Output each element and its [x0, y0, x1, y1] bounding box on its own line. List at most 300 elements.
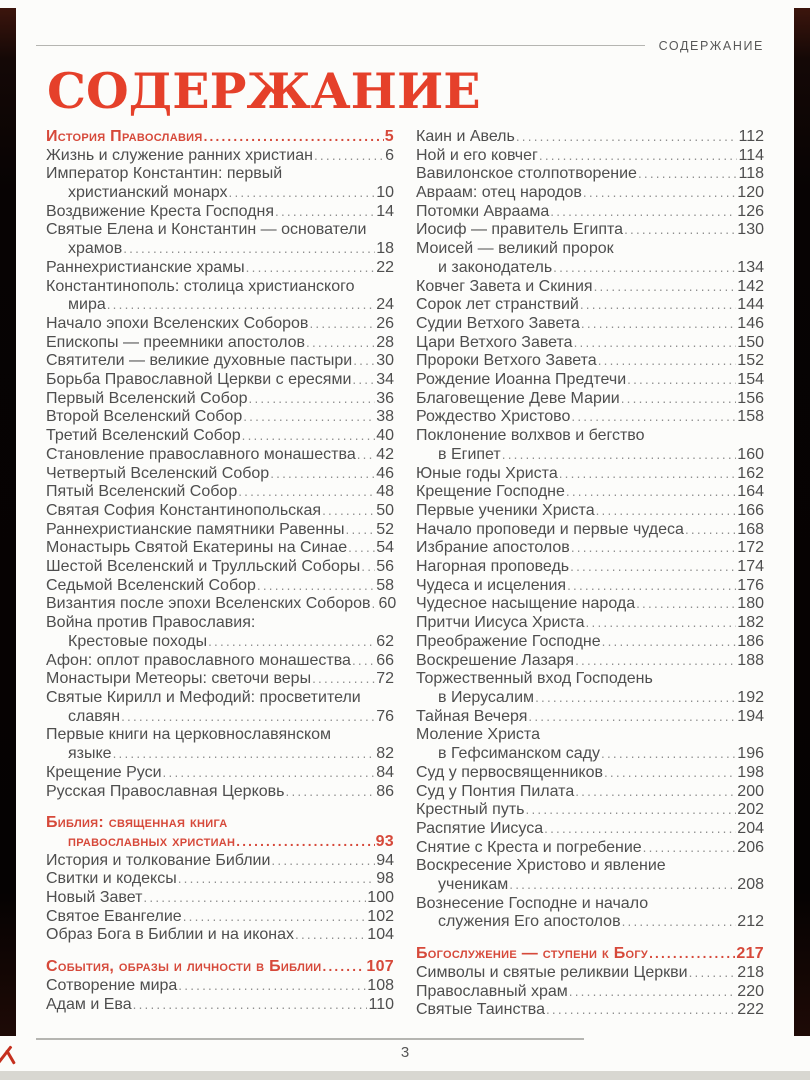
dot-leader — [604, 764, 736, 783]
toc-page-number: 218 — [737, 963, 764, 981]
toc-entry-text: Авраам: отец народов — [416, 184, 582, 201]
dot-leader — [571, 408, 736, 427]
toc-entry-text: Ной и его ковчег — [416, 146, 538, 164]
toc-entry-text: Богослужение — ступени к Богу — [416, 945, 649, 963]
toc-entry-row — [416, 913, 764, 932]
toc-entry-row — [46, 558, 394, 577]
toc-entry-text: Раннехристианские храмы — [46, 258, 245, 276]
toc-page-number: 146 — [737, 314, 764, 332]
dot-leader — [271, 852, 375, 871]
toc-page-number: 76 — [376, 707, 394, 725]
toc-page-number: 154 — [737, 371, 764, 389]
toc-entry-row — [416, 964, 764, 983]
dot-leader — [550, 203, 736, 222]
dot-leader — [143, 889, 366, 908]
toc-page-number: 58 — [376, 576, 394, 594]
toc-section-row — [46, 958, 394, 977]
toc-page-number: 202 — [737, 801, 764, 819]
dot-leader — [353, 352, 375, 371]
toc-page-number: 107 — [366, 958, 394, 976]
toc-entry-text: Торжественный вход Господень — [416, 670, 653, 688]
toc-entry-text: Ковчег Завета и Скиния — [416, 277, 593, 295]
toc-page-number: 38 — [376, 408, 394, 426]
dot-leader — [546, 1001, 736, 1020]
page-title: СОДЕРЖАНИЕ — [47, 62, 481, 120]
dot-leader — [178, 977, 366, 996]
toc-entry-row — [416, 895, 764, 914]
toc-entry-row — [416, 315, 764, 334]
toc-entry-row — [416, 595, 764, 614]
dot-leader — [553, 259, 736, 278]
toc-entry-text: в Египет — [438, 445, 501, 463]
toc-entry-text: Суд у первосвященников — [416, 763, 603, 781]
toc-entry-text: Первые книги на церковнославянском — [46, 726, 332, 744]
toc-page-number: 222 — [737, 1001, 764, 1019]
toc-entry-row — [416, 128, 764, 147]
toc-page-number: 118 — [738, 165, 764, 183]
toc-entry-row — [416, 558, 764, 577]
footer-rule — [36, 1038, 584, 1040]
header-rule — [36, 45, 645, 46]
toc-entry-row — [46, 259, 394, 278]
toc-entry-text: Византия после эпохи Вселенских Соборов — [46, 595, 371, 613]
toc-entry-text: Начало проповеди и первые чудеса — [416, 520, 684, 538]
dot-leader — [621, 390, 737, 409]
toc-page-number: 160 — [737, 445, 764, 463]
dot-leader — [559, 465, 737, 484]
dot-leader — [602, 633, 737, 652]
dot-leader — [509, 876, 736, 895]
dot-leader — [539, 147, 738, 166]
toc-entry-row — [416, 652, 764, 671]
toc-page-number: 48 — [376, 483, 394, 501]
dot-leader — [309, 315, 375, 334]
toc-page-number: 212 — [737, 913, 764, 931]
toc-entry-row — [46, 726, 394, 745]
toc-entry-text: в Иерусалим — [438, 688, 535, 706]
toc-entry-text: Третий Вселенский Собор — [46, 427, 241, 445]
toc-entry-row — [46, 996, 394, 1015]
toc-entry-text: Русская Православная Церковь — [46, 782, 285, 800]
toc-entry-text: Судии Ветхого Завета — [416, 314, 580, 332]
toc-page-number: 40 — [376, 427, 394, 445]
dot-leader — [685, 521, 736, 540]
toc-entry-text: служения Его апостолов — [438, 913, 621, 931]
toc-entry-text: Шестой Вселенский и Трулльский Соборы — [46, 558, 361, 576]
toc-page-number: 52 — [376, 520, 394, 538]
toc-section-row — [46, 833, 394, 852]
dot-leader — [257, 577, 375, 596]
toc-page-number: 28 — [376, 333, 394, 351]
dot-leader — [601, 745, 736, 764]
toc-section-row — [416, 945, 764, 964]
toc-page-number: 130 — [737, 221, 764, 239]
toc-entry-text: Епископы — преемники апостолов — [46, 333, 305, 351]
toc-entry-row — [46, 296, 394, 315]
toc-entry-row — [46, 521, 394, 540]
toc-entry-text: храмов — [68, 240, 123, 258]
dot-leader — [544, 820, 736, 839]
toc-entry-row — [416, 708, 764, 727]
toc-page-number: 110 — [368, 995, 394, 1013]
toc-entry-text: Адам и Ева — [46, 995, 132, 1013]
toc-entry-row — [46, 446, 394, 465]
toc-entry-row — [46, 783, 394, 802]
dot-leader — [121, 708, 375, 727]
toc-section-row — [46, 814, 394, 833]
toc-entry-text: Снятие с Креста и погребение — [416, 838, 642, 856]
toc-page-number: 126 — [737, 202, 764, 220]
toc-entry-row — [46, 165, 394, 184]
toc-entry-row — [46, 221, 394, 240]
dot-leader — [346, 521, 376, 540]
toc-entry-row — [416, 801, 764, 820]
dot-leader — [598, 352, 737, 371]
toc-page-number: 120 — [737, 184, 764, 201]
dot-leader — [348, 539, 375, 558]
toc-entry-row — [416, 839, 764, 858]
toc-entry-row — [416, 633, 764, 652]
dot-leader — [580, 296, 736, 315]
toc-entry-text: Символы и святые реликвии Церкви — [416, 963, 688, 981]
toc-page-number: 204 — [737, 819, 764, 837]
dot-leader — [352, 371, 375, 390]
toc-entry-text: Тайная Вечеря — [416, 707, 528, 725]
toc-entry-text: Преображение Господне — [416, 632, 601, 650]
dot-leader — [107, 296, 375, 315]
dot-leader — [361, 558, 375, 577]
toc-page-number: 94 — [376, 851, 394, 869]
toc-entry-text: Избрание апостолов — [416, 539, 570, 557]
dot-leader — [352, 652, 375, 671]
toc-page-number: 26 — [376, 314, 394, 332]
dot-leader — [516, 128, 738, 147]
toc-page-number: 5 — [384, 127, 394, 145]
toc-page-number: 172 — [737, 539, 764, 557]
toc-entry-row — [416, 502, 764, 521]
dot-leader — [322, 502, 375, 521]
toc-page-number: 34 — [376, 371, 394, 389]
toc-page-number: 208 — [737, 876, 764, 894]
toc-page-number: 10 — [376, 184, 394, 201]
toc-entry-text: Свитки и кодексы — [46, 870, 177, 888]
toc-entry-text: Император Константин: первый — [46, 165, 283, 183]
toc-entry-row — [46, 390, 394, 409]
toc-entry-text: Библия: священная книга — [46, 814, 228, 832]
toc-entry-text: христианский монарх — [68, 184, 228, 201]
dot-leader — [295, 926, 366, 945]
toc-entry-text: Новый Завет — [46, 889, 143, 907]
toc-page-number: 84 — [376, 763, 394, 781]
toc-entry-row — [46, 427, 394, 446]
toc-entry-text: Жизнь и служение ранних христиан — [46, 146, 313, 164]
toc-entry-row — [416, 1001, 764, 1020]
page-number: 3 — [400, 1044, 410, 1061]
toc-page-number: 144 — [737, 296, 764, 314]
toc-entry-row — [46, 539, 394, 558]
toc-entry-text: Моление Христа — [416, 726, 540, 744]
toc-entry-row — [416, 689, 764, 708]
toc-entry-text: Крестный путь — [416, 801, 525, 819]
toc-entry-row — [46, 670, 394, 689]
toc-page-number: 82 — [376, 745, 394, 763]
dot-leader — [526, 801, 737, 820]
dot-leader — [596, 502, 737, 521]
toc-page-number: 14 — [376, 202, 394, 220]
toc-entry-row — [46, 483, 394, 502]
toc-page-number: 217 — [736, 945, 764, 963]
toc-entry-row — [416, 408, 764, 427]
toc-entry-row — [46, 371, 394, 390]
dot-leader — [357, 446, 375, 465]
dot-leader — [571, 539, 736, 558]
dot-leader — [246, 259, 376, 278]
toc-column-left — [46, 127, 397, 1020]
toc-entry-text: Притчи Иисуса Христа — [416, 614, 585, 632]
toc-page-number: 24 — [376, 296, 394, 314]
toc-entry-row — [416, 240, 764, 259]
dot-leader — [689, 964, 737, 983]
toc-entry-text: Суд у Понтия Пилата — [416, 782, 575, 800]
toc-entry-text: Вознесение Господне и начало — [416, 894, 649, 912]
toc-entry-text: Рождение Иоанна Предтечи — [416, 371, 627, 389]
dot-leader — [566, 483, 736, 502]
dot-leader — [569, 983, 737, 1002]
toc-entry-text: языке — [68, 745, 112, 763]
toc-page-number: 164 — [737, 483, 764, 501]
dot-leader — [581, 315, 736, 334]
toc-entry-row — [416, 465, 764, 484]
toc-entry-text: Борьба Православной Церкви с ересями — [46, 371, 352, 389]
dot-leader — [575, 783, 736, 802]
toc-page-number: 182 — [737, 614, 764, 632]
toc-column-right — [416, 128, 764, 1020]
toc-entry-row — [46, 689, 394, 708]
toc-entry-row — [416, 352, 764, 371]
toc-entry-text: Святая София Константинопольская — [46, 501, 322, 519]
dot-leader — [574, 334, 737, 353]
toc-entry-text: Крещение Господне — [416, 483, 565, 501]
toc-entry-text: Образ Бога в Библии и на иконах — [46, 926, 295, 944]
toc-entry-row — [46, 633, 394, 652]
toc-entry-row — [46, 352, 394, 371]
toc-page-number: 22 — [376, 258, 394, 276]
dot-leader — [270, 465, 375, 484]
toc-page-number: 150 — [737, 333, 764, 351]
toc-entry-text: Поклонение волхвов и бегство — [416, 427, 645, 445]
dot-leader — [570, 558, 736, 577]
toc-entry-row — [46, 652, 394, 671]
toc-page-number: 220 — [737, 982, 764, 1000]
dot-leader — [643, 839, 737, 858]
toc-entry-row — [46, 614, 394, 633]
toc-page-number: 86 — [376, 782, 394, 800]
toc-entry-text: Крестовые походы — [68, 632, 208, 650]
toc-entry-row — [416, 147, 764, 166]
toc-page-number: 18 — [376, 240, 394, 258]
toc-entry-row — [46, 240, 394, 259]
dot-leader — [275, 203, 375, 222]
toc-page-number: 104 — [367, 926, 394, 944]
toc-entry-row — [416, 521, 764, 540]
toc-entry-row — [46, 334, 394, 353]
toc-entry-text: Вавилонское столпотворение — [416, 165, 637, 183]
toc-entry-row — [416, 726, 764, 745]
toc-page-number: 156 — [737, 389, 764, 407]
dot-leader — [163, 764, 376, 783]
toc-entry-row — [416, 278, 764, 297]
toc-entry-row — [416, 390, 764, 409]
dot-leader — [204, 128, 384, 147]
dot-leader — [306, 334, 375, 353]
toc-entry-text: Константинополь: столица христианского — [46, 277, 355, 295]
bottom-edge-band — [0, 1071, 810, 1080]
toc-entry-row — [46, 465, 394, 484]
toc-page-number: 60 — [378, 595, 397, 613]
toc-page-number: 46 — [376, 464, 394, 482]
dot-leader — [229, 184, 376, 203]
toc-entry-text: Чудесное насыщение народа — [416, 595, 636, 613]
toc-entry-text: Седьмой Вселенский Собор — [46, 576, 256, 594]
dot-leader — [133, 996, 368, 1015]
toc-page-number: 166 — [737, 501, 764, 519]
toc-entry-text: Монастыри Метеоры: светочи веры — [46, 670, 312, 688]
dot-leader — [113, 745, 376, 764]
toc-entry-row — [46, 764, 394, 783]
toc-page-number: 42 — [376, 445, 394, 463]
dot-leader — [183, 908, 367, 927]
toc-entry-text: Святые Таинства — [416, 1001, 545, 1019]
dot-leader — [627, 371, 736, 390]
toc-entry-text: Раннехристианские памятники Равенны — [46, 520, 345, 538]
toc-page-number: 142 — [737, 277, 764, 295]
toc-page-number: 54 — [376, 539, 394, 557]
toc-page-number: 134 — [737, 258, 764, 276]
toc-entry-row — [46, 577, 394, 596]
toc-entry-text: Православный храм — [416, 982, 568, 1000]
toc-entry-text: Потомки Авраама — [416, 202, 550, 220]
toc-entry-row — [46, 977, 394, 996]
toc-entry-text: Монастырь Святой Екатерины на Синае — [46, 539, 348, 557]
toc-entry-text: Сотворение мира — [46, 976, 178, 994]
toc-entry-text: История Православия — [46, 127, 203, 145]
dot-leader — [502, 446, 737, 465]
dot-leader — [312, 670, 375, 689]
toc-entry-text: мира — [68, 296, 106, 314]
toc-entry-text: Святое Евангелие — [46, 907, 182, 925]
toc-page-number: 194 — [737, 707, 764, 725]
toc-entry-row — [416, 165, 764, 184]
toc-page-number: 162 — [737, 464, 764, 482]
dot-leader — [178, 870, 375, 889]
toc-entry-row — [46, 147, 394, 166]
toc-entry-row — [416, 203, 764, 222]
toc-page-number: 93 — [375, 832, 394, 850]
toc-page-number: 62 — [376, 632, 394, 650]
toc-entry-text: Благовещение Деве Марии — [416, 389, 620, 407]
dot-leader — [242, 427, 376, 446]
toc-entry-row — [416, 614, 764, 633]
toc-page-number: 72 — [376, 670, 394, 688]
toc-entry-row — [416, 764, 764, 783]
toc-entry-row — [46, 502, 394, 521]
dot-leader — [636, 595, 736, 614]
toc-entry-row — [416, 259, 764, 278]
toc-entry-text: Воздвижение Креста Господня — [46, 202, 275, 220]
toc-entry-text: Начало эпохи Вселенских Соборов — [46, 314, 309, 332]
toc-page-number: 112 — [738, 127, 764, 145]
toc-entry-text: Юные годы Христа — [416, 464, 558, 482]
toc-page-number: 100 — [367, 889, 394, 907]
toc-entry-row — [416, 539, 764, 558]
toc-page-number: 198 — [737, 763, 764, 781]
toc-entry-text: Второй Вселенский Собор — [46, 408, 243, 426]
toc-entry-text: Святители — великие духовные пастыри — [46, 352, 353, 370]
dot-leader — [238, 483, 375, 502]
toc-page-number: 98 — [376, 870, 394, 888]
dot-leader — [567, 577, 736, 596]
toc-entry-text: Святые Кирилл и Мефодий: просветители — [46, 688, 361, 706]
dot-leader — [649, 945, 735, 964]
dot-leader — [314, 147, 384, 166]
toc-page-number: 56 — [376, 558, 394, 576]
toc-page-number: 206 — [737, 838, 764, 856]
toc-page-number: 168 — [737, 520, 764, 538]
toc-page-number: 192 — [737, 688, 764, 706]
toc-entry-row — [46, 926, 394, 945]
toc-entry-row — [416, 427, 764, 446]
toc-page-number: 180 — [737, 595, 764, 613]
toc-entry-row — [416, 334, 764, 353]
toc-entry-text: ученикам — [438, 876, 509, 894]
toc-entry-text: Цари Ветхого Завета — [416, 333, 573, 351]
toc-page-number: 176 — [737, 576, 764, 594]
dot-leader — [528, 708, 736, 727]
toc-entry-row — [46, 889, 394, 908]
dot-leader — [123, 240, 375, 259]
toc-entry-row — [46, 278, 394, 297]
toc-entry-row — [46, 908, 394, 927]
toc-page-number: 6 — [385, 146, 394, 164]
toc-entry-text: Первые ученики Христа — [416, 501, 595, 519]
toc-entry-row — [46, 184, 394, 203]
toc-section-row — [46, 128, 394, 147]
toc-entry-row — [46, 870, 394, 889]
toc-entry-row — [46, 203, 394, 222]
toc-entry-row — [416, 670, 764, 689]
toc-page-number: 102 — [367, 907, 394, 925]
dot-leader — [535, 689, 736, 708]
toc-page-number: 200 — [737, 782, 764, 800]
toc-entry-text: Становление православного монашества — [46, 445, 356, 463]
toc-entry-text: Каин и Авель — [416, 127, 515, 145]
toc-entry-row — [46, 315, 394, 334]
toc-entry-text: Нагорная проповедь — [416, 558, 570, 576]
dot-leader — [575, 652, 736, 671]
toc-page-number: 108 — [367, 976, 394, 994]
running-head-row — [46, 39, 764, 52]
toc-entry-text: Крещение Руси — [46, 763, 162, 781]
toc-entry-text: Моисей — великий пророк — [416, 240, 614, 258]
toc-page-number: 186 — [737, 632, 764, 650]
dot-leader — [372, 595, 378, 614]
toc-entry-text: Иосиф — правитель Египта — [416, 221, 624, 239]
page-content — [46, 0, 764, 1020]
toc-entry-text: Святые Елена и Константин — основатели — [46, 221, 367, 239]
toc-entry-row — [416, 857, 764, 876]
dot-leader — [286, 783, 376, 802]
toc-entry-text: История и толкование Библии — [46, 851, 271, 869]
